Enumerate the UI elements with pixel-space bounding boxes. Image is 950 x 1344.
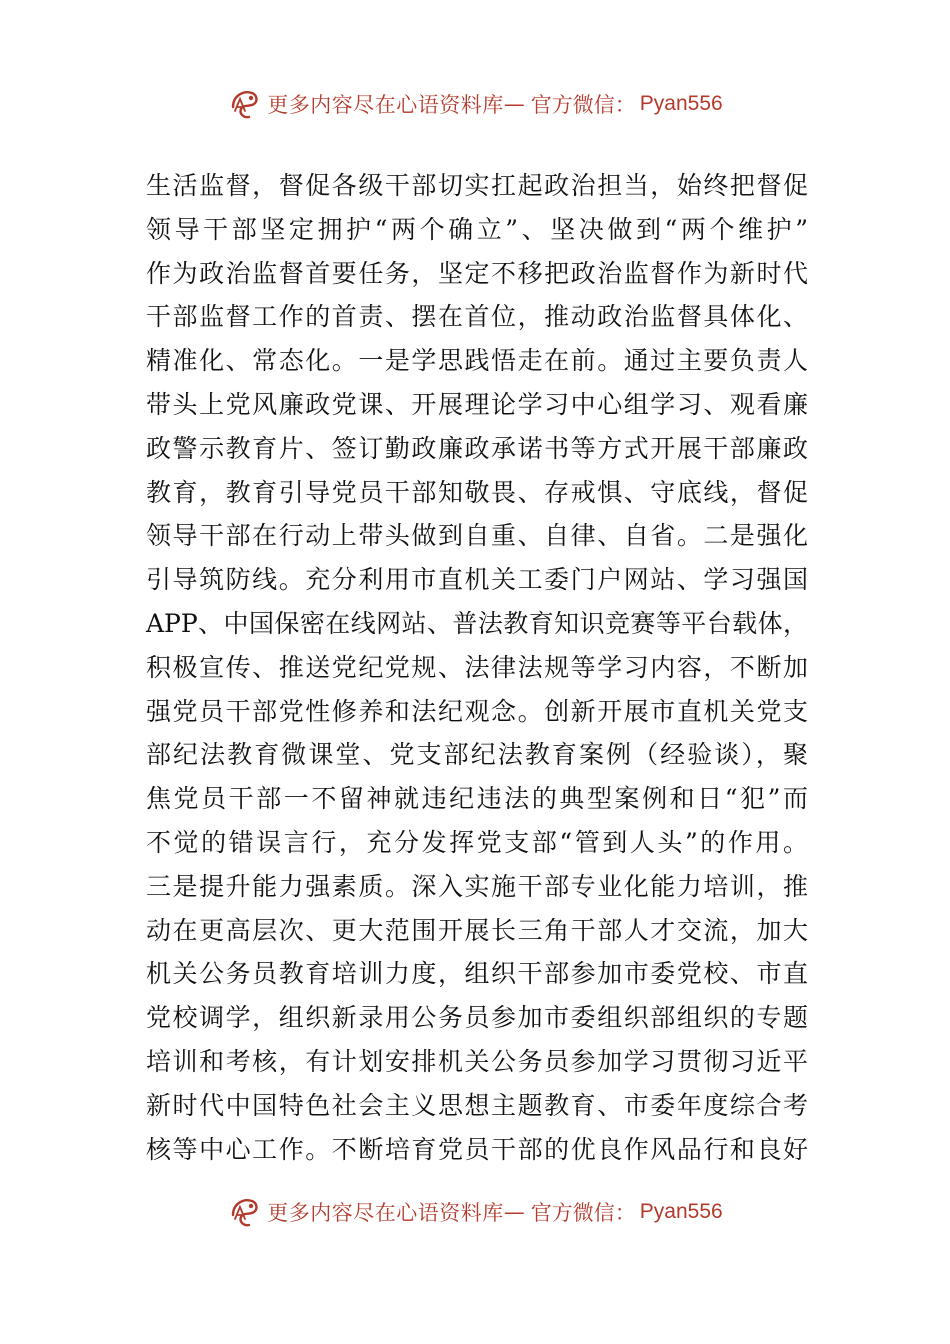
brand-logo-icon — [227, 87, 261, 121]
body-line: 党校调学，组织新录用公务员参加市委组织部组织的专题 — [146, 1003, 808, 1033]
body-line: 焦党员干部一不留神就违纪违法的典型案例和日“犯”而 — [146, 784, 808, 814]
body-line: 作为政治监督首要任务，坚定不移把政治监督作为新时代 — [146, 258, 808, 288]
body-line: 生活监督，督促各级干部切实扛起政治担当，始终把督促 — [146, 171, 808, 200]
wechat-label: 官方微信： — [530, 1201, 636, 1225]
wechat-label: 官方微信： — [530, 93, 636, 117]
body-line: 培训和考核，有计划安排机关公务员参加学习贯彻习近平 — [146, 1046, 808, 1076]
brand-separator: — — [503, 1200, 525, 1224]
brand-text: 更多内容尽在心语资料库 — [267, 93, 504, 117]
body-line: 政警示教育片、签订勤政廉政承诺书等方式开展干部廉政 — [146, 433, 808, 463]
body-line: 新时代中国特色社会主义思想主题教育、市委年度综合考 — [146, 1090, 808, 1120]
body-line: 三是提升能力强素质。深入实施干部专业化能力培训，推 — [146, 871, 808, 901]
body-line: 机关公务员教育培训力度，组织干部参加市委党校、市直 — [146, 959, 808, 989]
body-line: 教育，教育引导党员干部知敬畏、存戒惧、守底线，督促 — [146, 477, 808, 507]
body-line: 干部监督工作的首责、摆在首位，推动政治监督具体化、 — [146, 302, 808, 332]
wechat-id: Pyan556 — [639, 92, 723, 115]
brand-logo-icon — [227, 1195, 261, 1229]
footer-banner — [0, 1192, 950, 1232]
body-line: 积极宣传、推送党纪党规、法律法规等学习内容，不断加 — [146, 652, 808, 682]
header-banner — [0, 84, 950, 124]
wechat-id: Pyan556 — [639, 1200, 723, 1223]
body-line: 领导干部在行动上带头做到自重、自律、自省。二是强化 — [146, 521, 808, 551]
body-line: 带头上党风廉政党课、开展理论学习中心组学习、观看廉 — [146, 389, 808, 419]
body-line: 引导筑防线。充分利用市直机关工委门户网站、学习强国 — [146, 565, 808, 595]
body-line: APP、中国保密在线网站、普法教育知识竞赛等平台载体， — [146, 608, 808, 638]
body-line: 部纪法教育微课堂、党支部纪法教育案例（经验谈），聚 — [146, 740, 808, 770]
body-line: 精准化、常态化。一是学思践悟走在前。通过主要负责人 — [146, 346, 808, 376]
brand-text: 更多内容尽在心语资料库 — [267, 1201, 504, 1225]
brand-separator: — — [503, 92, 525, 116]
body-line: 领导干部坚定拥护“两个确立”、坚决做到“两个维护” — [146, 214, 808, 244]
body-line: 动在更高层次、更大范围开展长三角干部人才交流，加大 — [146, 915, 808, 945]
body-line: 核等中心工作。不断培育党员干部的优良作风品行和良好 — [146, 1134, 808, 1164]
body-line: 不觉的错误言行，充分发挥党支部“管到人头”的作用。 — [146, 827, 808, 857]
document-body — [146, 164, 808, 1171]
body-line: 强党员干部党性修养和法纪观念。创新开展市直机关党支 — [146, 696, 808, 726]
